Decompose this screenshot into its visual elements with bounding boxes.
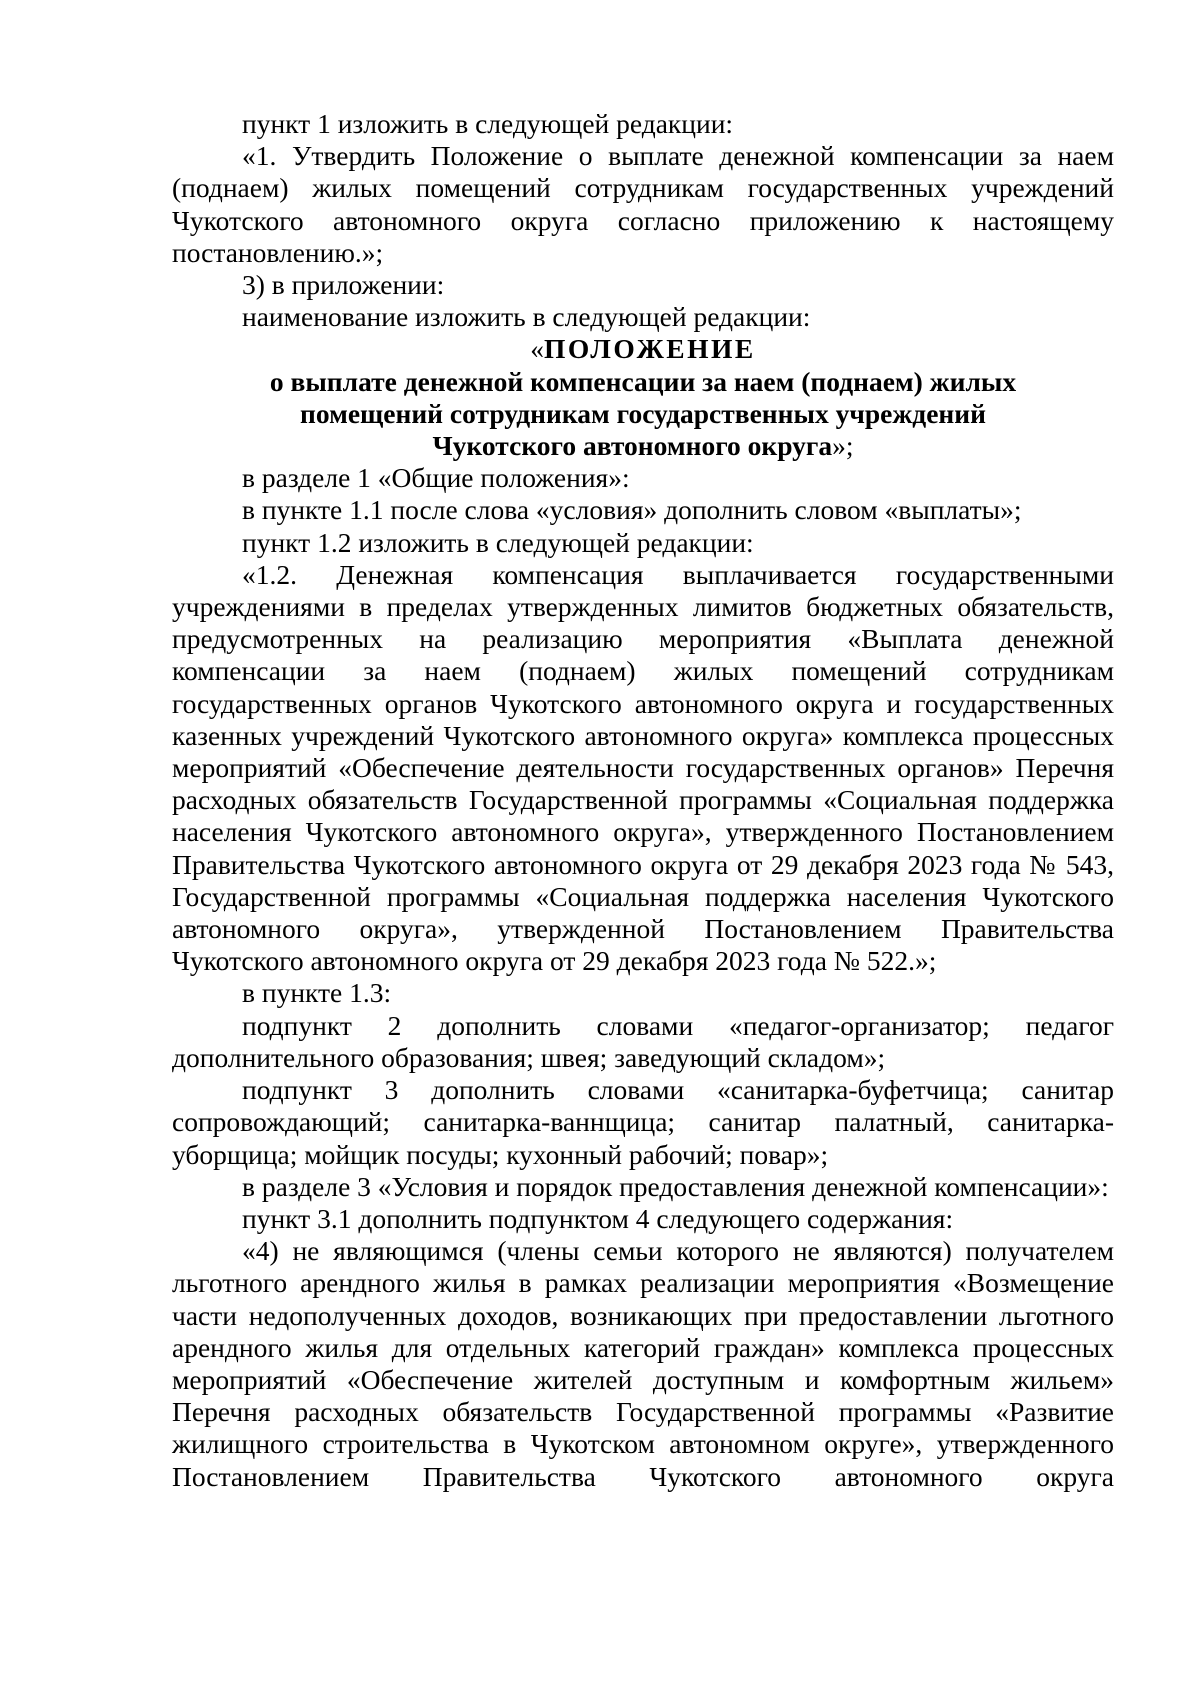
title-word: ПОЛОЖЕНИЕ xyxy=(543,333,756,365)
paragraph-section-1: в разделе 1 «Общие положения»: xyxy=(242,462,630,494)
title-line-2: помещений сотрудникам государственных учреждений xyxy=(300,397,986,429)
paragraph-item-1-2-intro: пункт 1.2 изложить в следующей редакции: xyxy=(242,526,754,558)
paragraph-item-1-2-text: «1.2. Денежная компенсация выплачивается государственными учреждениями в пределах утвержденных лимитов бюджетных обязательств, предусмотренных на реализацию мероприятия «Выплата денежной компенсации за наем (поднаем) жилых помещений сотрудникам государственных органов Чукотского автономного округа и государственных казенных учреждений Чукотского автономного округа» комплекса процессных мероприятий «Обеспечение деятельности государственных органов» Перечня расходных обязательств Государственной программы «Социальная поддержка населения Чукотского автономного округа», утвержденного Постановлением Правительства Чукотского автономного округа от 29 декабря 2023 года № 543, Государственной программы «Социальная поддержка населения Чукотского автономного округа», утвержденной Постановлением Правительства Чукотского автономного округа от 29 декабря 2023 года № 522.»; xyxy=(172,558,1114,977)
title-word-line xyxy=(172,333,1114,365)
title-line-1: о выплате денежной компенсации за наем (поднаем) жилых xyxy=(269,365,1017,397)
title-close: »; xyxy=(832,430,854,462)
paragraph-item-3-1: пункт 3.1 дополнить подпунктом 4 следующего содержания: xyxy=(242,1202,954,1234)
paragraph-subitem-3: подпункт 3 дополнить словами «санитарка-буфетчица; санитар сопровождающий; санитарка-ваннщица; санитар палатный, санитарка-уборщица; мойщик посуды; кухонный рабочий; повар»; xyxy=(172,1074,1114,1170)
regulation-title xyxy=(172,333,1114,462)
paragraph-subitem-2: подпункт 2 дополнить словами «педагог-организатор; педагог дополнительного образования; швея; заведующий складом»; xyxy=(172,1009,1114,1073)
title-open-quote: « xyxy=(530,333,544,365)
paragraph-appendix: 3) в приложении: xyxy=(242,269,445,301)
paragraph-name-intro: наименование изложить в следующей редакции: xyxy=(242,301,811,333)
paragraph-item-1-1: в пункте 1.1 после слова «условия» дополнить словом «выплаты»; xyxy=(242,494,1022,526)
paragraph-item-1-text: «1. Утвердить Положение о выплате денежной компенсации за наем (поднаем) жилых помещений сотрудникам государственных учреждений Чукотского автономного округа согласно приложению к настоящему постановлению.»; xyxy=(172,140,1114,268)
paragraph-section-3: в разделе 3 «Условия и порядок предоставления денежной компенсации»: xyxy=(242,1170,1109,1202)
document-page xyxy=(172,108,1114,1493)
paragraph-item-1-3: в пункте 1.3: xyxy=(242,977,392,1009)
paragraph-item-1-intro: пункт 1 изложить в следующей редакции: xyxy=(242,108,734,139)
title-line-3: Чукотского автономного округа»; xyxy=(432,430,854,462)
paragraph-subitem-4: «4) не являющимся (члены семьи которого не являются) получателем льготного арендного жилья в рамках реализации мероприятия «Возмещение части недополученных доходов, возникающих при предоставлении льготного арендного жилья для отдельных категорий граждан» комплекса процессных мероприятий «Обеспечение жителей доступным и комфортным жильем» Перечня расходных обязательств Государственной программы «Развитие жилищного строительства в Чукотском автономном округе», утвержденного Постановлением Правительства Чукотского автономного округа xyxy=(172,1235,1114,1492)
